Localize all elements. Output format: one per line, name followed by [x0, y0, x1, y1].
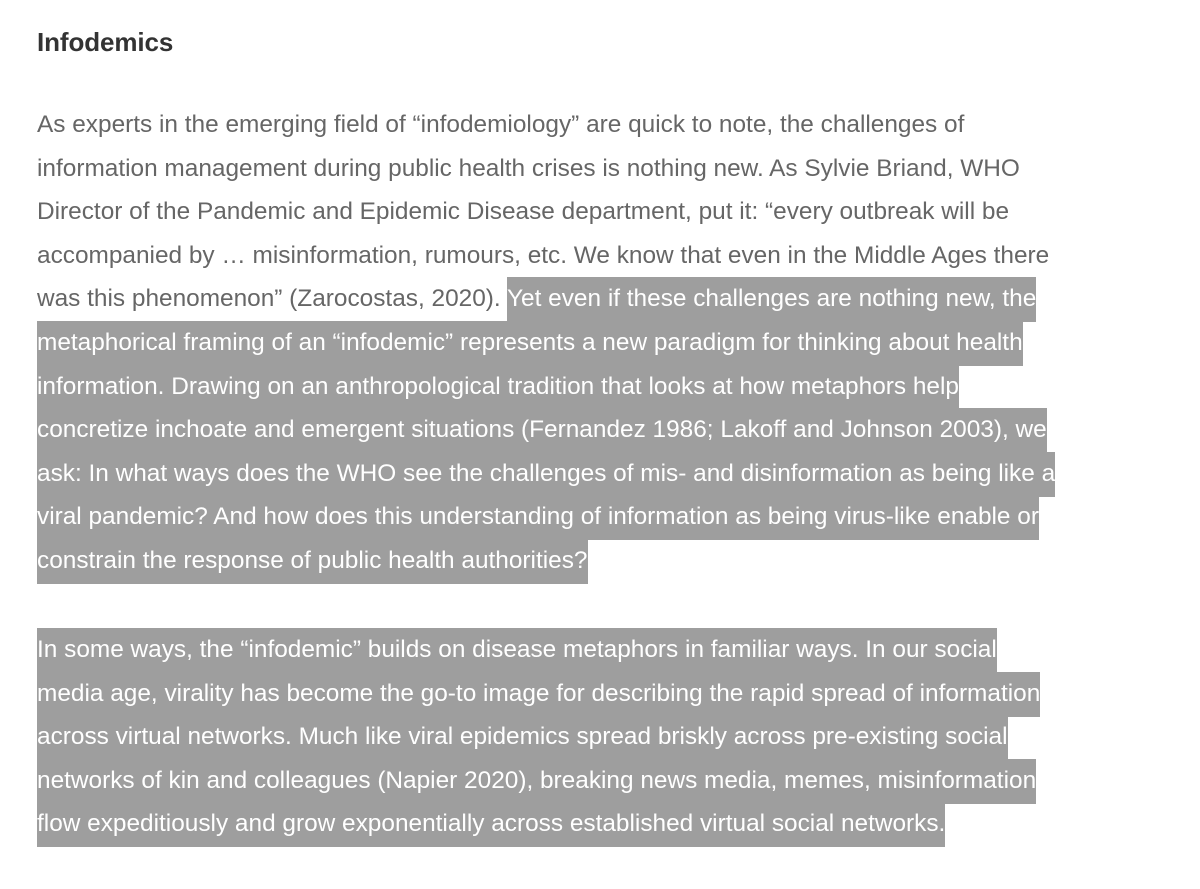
selected-text[interactable]: ask: In what ways does the WHO see the challenges of mis- and disinformation as being like a: [37, 452, 1055, 497]
selected-text[interactable]: In some ways, the “infodemic” builds on disease metaphors in familiar ways. In our social: [37, 628, 997, 673]
text-line[interactable]: accompanied by … misinformation, rumours, etc. We know that even in the Middle Ages there: [37, 241, 1050, 269]
text-line[interactable]: [37, 628, 1177, 672]
plain-text[interactable]: was this phenomenon” (Zarocostas, 2020).: [37, 285, 507, 313]
text-line[interactable]: [37, 321, 1177, 365]
selected-text[interactable]: metaphorical framing of an “infodemic” represents a new paradigm for thinking about health: [37, 321, 1023, 366]
selected-text[interactable]: information. Drawing on an anthropological tradition that looks at how metaphors help: [37, 365, 959, 410]
text-line[interactable]: information management during public health crises is nothing new. As Sylvie Briand, WHO: [37, 154, 1020, 182]
text-line[interactable]: [37, 277, 1177, 321]
selected-text[interactable]: Yet even if these challenges are nothing new, the: [507, 277, 1036, 322]
text-line[interactable]: [37, 365, 1177, 409]
selected-text[interactable]: across virtual networks. Much like viral epidemics spread briskly across pre-existing social: [37, 715, 1008, 760]
section-heading: Infodemics: [37, 27, 174, 57]
text-line[interactable]: [37, 452, 1177, 496]
selected-text[interactable]: media age, virality has become the go-to image for describing the rapid spread of information: [37, 672, 1040, 717]
text-line[interactable]: [37, 495, 1177, 539]
text-line[interactable]: Director of the Pandemic and Epidemic Disease department, put it: “every outbreak will be: [37, 198, 1010, 226]
selected-text[interactable]: concretize inchoate and emergent situations (Fernandez 1986; Lakoff and Johnson 2003), we: [37, 408, 1047, 453]
paragraph-1[interactable]: [37, 103, 1177, 583]
text-line[interactable]: [37, 539, 1177, 583]
text-line[interactable]: [37, 408, 1177, 452]
text-line[interactable]: As experts in the emerging field of “infodemiology” are quick to note, the challenges of: [37, 111, 965, 138]
selected-text[interactable]: flow expeditiously and grow exponentially across established virtual social networks.: [37, 802, 945, 847]
text-line[interactable]: [37, 715, 1177, 759]
selected-text[interactable]: networks of kin and colleagues (Napier 2020), breaking news media, memes, misinformation: [37, 759, 1036, 804]
text-line[interactable]: [37, 802, 1177, 846]
paragraph-2[interactable]: [37, 628, 1177, 846]
selected-text[interactable]: viral pandemic? And how does this understanding of information as being virus-like enable or: [37, 495, 1039, 540]
text-line[interactable]: [37, 672, 1177, 716]
selected-text[interactable]: constrain the response of public health authorities?: [37, 539, 588, 584]
text-line[interactable]: [37, 759, 1177, 803]
